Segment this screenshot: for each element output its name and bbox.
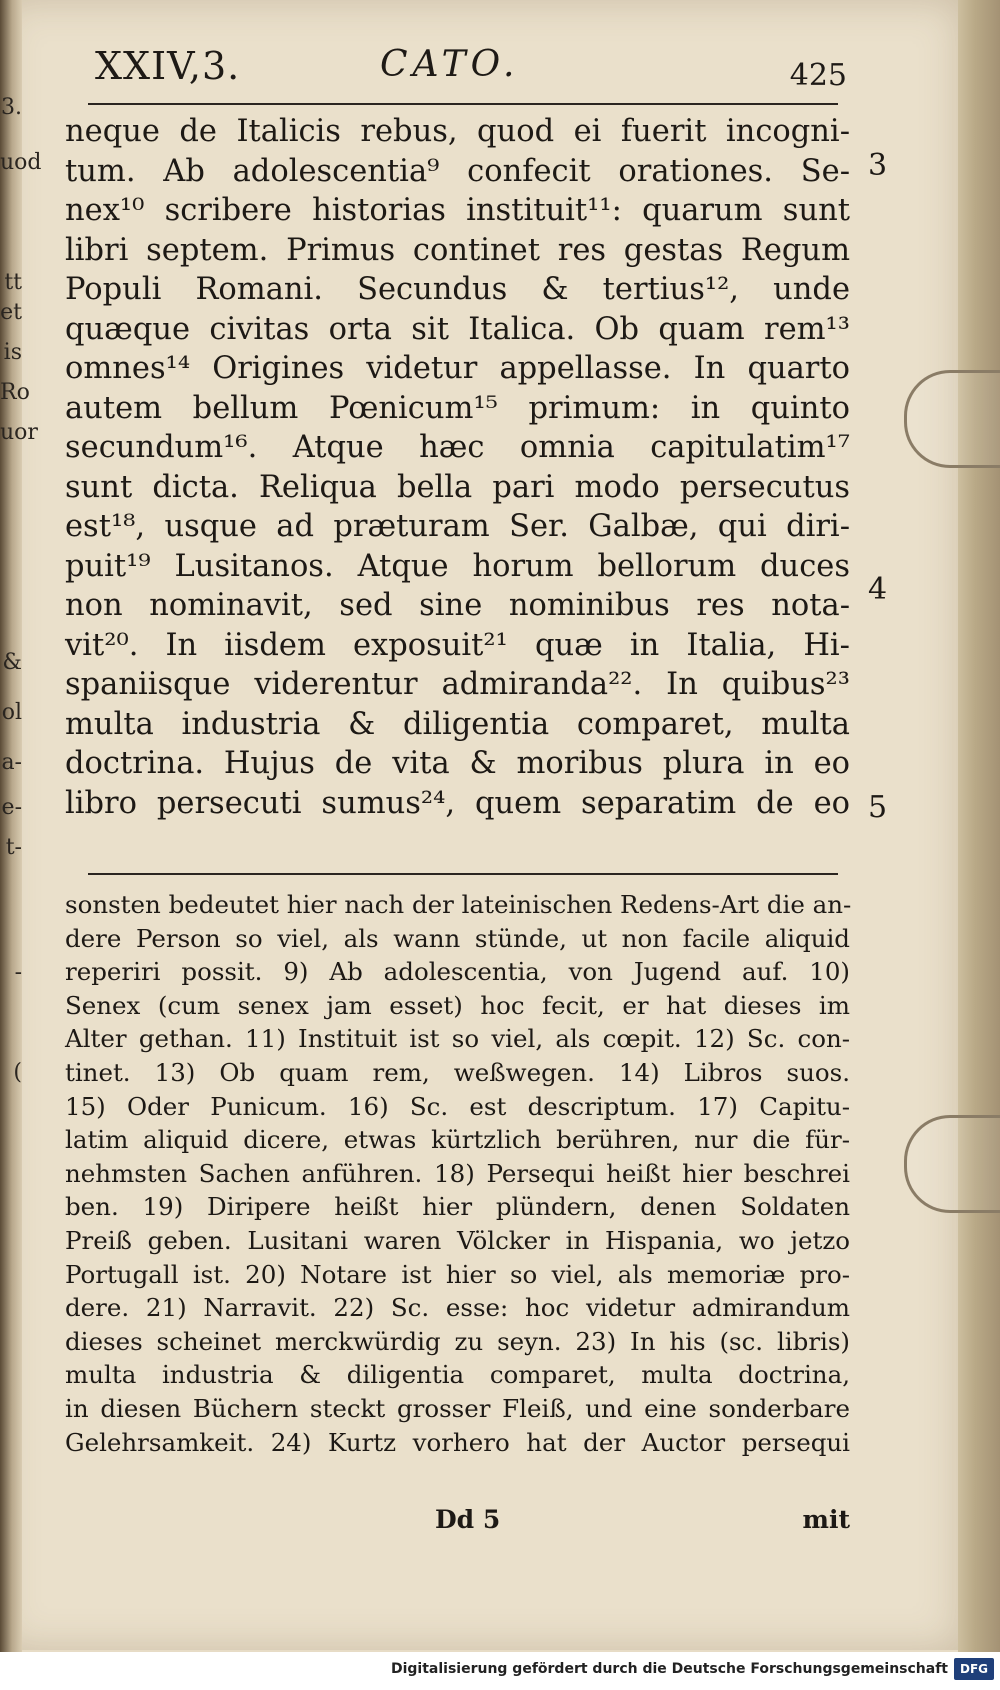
catchword: mit [802,1505,850,1534]
footnote-line: Alter gethan. 11) Instituit ist so viel, als cœpit. 12) Sc. con- [65,1024,850,1054]
section-number: 4 [868,572,888,607]
page-bottom-line [65,1505,850,1541]
text-line: autem bellum Pœnicum¹⁵ primum: in quinto [65,390,850,426]
margin-fragment: ( [13,1060,22,1085]
text-line: neque de Italicis rebus, quod ei fuerit incogni- [65,114,850,149]
text-line: tum. Ab adolescentia⁹ confecit orationes. Se- [65,153,850,189]
margin-fragment: - [14,960,22,985]
footnote-line: reperiri possit. 9) Ab adolescentia, von Jugend auf. 10) [65,957,850,987]
text-line: non nominavit, sed sine nominibus res nota- [65,588,850,623]
footnote-line: 15) Oder Punicum. 16) Sc. est descriptum. 17) Capitu- [65,1091,850,1121]
text-line: sunt dicta. Reliqua bella pari modo persecutus [65,469,850,505]
footnote-line: dere. 21) Narravit. 22) Sc. esse: hoc videtur admirandum [65,1293,850,1323]
footnote-line: tinet. 13) Ob quam rem, weßwegen. 14) Libros suos. [65,1057,850,1087]
text-line: vit²⁰. In iisdem exposuit²¹ quæ in Italia, Hi- [65,627,850,663]
page-number: 425 [789,58,847,93]
footer-bar [0,1652,1000,1690]
dfg-logo-icon: DFG [954,1658,994,1680]
paper-clip [904,370,1000,468]
text-line: multa industria & diligentia comparet, multa [65,706,850,742]
footnote-line: dere Person so viel, als wann stünde, ut non facile aliquid [65,923,850,953]
text-line: est¹⁸, usque ad præturam Ser. Galbæ, qui diri- [65,509,850,544]
footnote-line: Senex (cum senex jam esset) hoc fecit, er hat dieses im [65,990,850,1020]
footnotes [65,888,850,1459]
text-line: secundum¹⁶. Atque hæc omnia capitulatim¹⁷ [65,430,850,465]
margin-fragment: a- [1,750,22,775]
footnote-line: dieses scheinet merckwürdig zu seyn. 23) In his (sc. libris) [65,1326,850,1356]
margin-fragment: & [2,650,22,675]
text-line: libro persecuti sumus²⁴, quem separatim de eo [65,785,850,821]
paper-clip [904,1115,1000,1213]
text-line: spaniisque viderentur admiranda²². In quibus²³ [65,667,850,702]
text-line: quæque civitas orta sit Italica. Ob quam rem¹³ [65,311,850,347]
margin-fragment: uod [0,150,42,175]
margin-fragment: tt [4,270,22,295]
margin-fragment: 3. [1,95,22,120]
head-rule [88,103,838,105]
margin-fragment: is [3,340,22,365]
chapter-reference: XXIV,3. [95,44,241,88]
signature-mark: Dd 5 [435,1505,501,1534]
text-line: omnes¹⁴ Origines videtur appellasse. In quarto [65,351,850,386]
footnote-line: Gelehrsamkeit. 24) Kurtz vorhero hat der Auctor persequi [65,1427,850,1457]
footnote-line: sonsten bedeutet hier nach der lateinischen Redens-Art die an- [65,890,852,919]
section-number: 5 [868,790,888,825]
margin-fragment: uor [0,420,38,445]
text-line: libri septem. Primus continet res gestas Regum [65,232,850,268]
footnote-line: Preiß geben. Lusitani waren Völcker in Hispania, wo jetzo [65,1225,850,1255]
margin-fragment: e- [1,795,22,820]
footnote-line: ben. 19) Diripere heißt hier plündern, denen Soldaten [65,1192,850,1222]
margin-fragment: ol [1,700,22,725]
margin-fragment: Ro [0,380,30,405]
running-head [95,36,855,96]
running-title: CATO. [380,44,520,85]
main-text [65,112,850,823]
facing-page-edge [0,0,42,1660]
footnote-rule [88,873,838,875]
text-line: doctrina. Hujus de vita & moribus plura in eo [65,746,850,781]
margin-fragment: t- [5,835,22,860]
text-line: Populi Romani. Secundus & tertius¹², unde [65,272,850,307]
footnote-line: nehmsten Sachen anführen. 18) Persequi heißt hier beschrei [65,1158,850,1188]
footer-credit: Digitalisierung gefördert durch die Deutsche Forschungsgemeinschaft [390,1661,948,1677]
text-line: puit¹⁹ Lusitanos. Atque horum bellorum duces [65,548,850,584]
footnote-line: multa industria & diligentia comparet, multa doctrina, [65,1360,850,1390]
page-edge-stack [958,0,1000,1660]
margin-fragment: et [0,300,22,325]
footnote-line: in diesen Büchern steckt grosser Fleiß, und eine sonderbare [65,1393,850,1423]
footnote-line: latim aliquid dicere, etwas kürtzlich berühren, nur die für- [65,1125,850,1155]
text-line: nex¹⁰ scribere historias instituit¹¹: quarum sunt [65,193,850,228]
section-number: 3 [868,148,888,183]
footnote-line: Portugall ist. 20) Notare ist hier so viel, als memoriæ pro- [65,1259,850,1289]
